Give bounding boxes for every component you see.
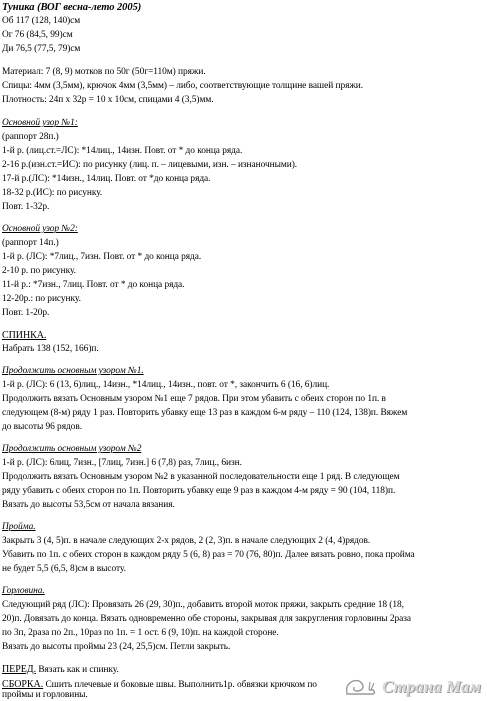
section-heading: ПЕРЕД. <box>2 664 37 675</box>
text-line: 1-й р. (ЛС): *7лиц., 7изн. Повт. от * до конца ряда. <box>2 252 202 262</box>
watermark-text: Страна Мам <box>381 677 481 696</box>
text-line: 1-й р. (ЛС): 6 (13, 6)лиц., 14изн., *14лиц., 14изн., повт. от *, закончить 6 (16, 6)лиц. <box>2 380 330 390</box>
text-line: Вязать как и спинку. <box>36 665 119 675</box>
material-line: Материал: 7 (8, 9) мотков по 50г (50г=110м) пряжи. <box>2 67 206 77</box>
text-line: (раппорт 28п.) <box>2 132 59 142</box>
text-line: 20)п. Довязать до конца. Вязать одновременно обе стороны, закрывая для закругления горловины 2раза <box>2 614 411 624</box>
section-heading: Горловина. <box>2 586 45 596</box>
text-line: до высоты 96 рядов. <box>2 422 82 432</box>
text-line: Вязать до высоты 53,5см от начала вязания. <box>2 500 175 510</box>
sizes-line: Ог 76 (84,5, 99)см <box>2 30 73 40</box>
section-heading: Пройма. <box>2 522 36 532</box>
text-line: 18-32 р.(ИС): по рисунку. <box>2 188 103 198</box>
text-line: Вязать до высоты проймы 23 (24, 25,5)см. Петли закрыть. <box>2 642 231 652</box>
text-line: Набрать 138 (152, 166)п. <box>2 344 99 354</box>
text-line: следующем (8-м) ряду 1 раз. Повторить убавку еще 13 раз в каждом 6-м ряду – 110 (124, 138)п. Вяжем <box>2 408 408 418</box>
text-line: ряду убавить с обеих сторон по 1п. Повторить убавку еще 9 раз в каждом 4-м ряду = 90 (104, 118)п. <box>2 486 396 496</box>
text-line: 12-20р.: по рисунку. <box>2 294 81 304</box>
needles-line: Спицы: 4мм (3,5мм), крючок 4мм (3,5мм) – либо, соответствующие толщине вашей пряжи. <box>2 81 364 91</box>
text-line: Повт. 1-20р. <box>2 308 50 318</box>
text-line: Убавить по 1п. с обеих сторон в каждом ряду 5 (6, 8) раз = 70 (76, 80)п. Далее вязать ровно, пока пройма <box>2 550 415 560</box>
site-watermark <box>343 671 483 697</box>
text-line: Повт. 1-32р. <box>2 202 50 212</box>
section-heading: Продолжить основным узором №2 <box>2 444 142 454</box>
text-line: 11-й р.: *7изн., 7лиц. Повт. от * до конца ряда. <box>2 280 185 290</box>
gauge-line: Плотность: 24п х 32р = 10 х 10см, спицами 4 (3,5)мм. <box>2 95 214 105</box>
text-line: не будет 5,5 (6,5, 8)см в высоту. <box>2 564 126 574</box>
section-heading: СБОРКА. <box>2 679 44 690</box>
text-line: Следующий ряд (ЛС): Провязать 26 (29, 30)п., добавить второй моток пряжи, закрыть средние 18 (18, <box>2 600 404 610</box>
text-line: Сшить плечевые и боковые швы. Выполнить1р. обвязки крючком по <box>43 680 317 690</box>
text-line: 2-10 р. по рисунку. <box>2 266 76 276</box>
section-heading: Продолжить основным узором №1. <box>2 366 144 376</box>
text-line: по 3п, 2раза по 2п., 10раз по 1п. = 1 ост. 6 (9, 10)п. на каждой стороне. <box>2 628 279 638</box>
document-title: Туника (ВОГ весна-лето 2005) <box>2 2 142 13</box>
text-line: 2-16 р.(изн.ст.=ИС): по рисунку (лиц. п. – лицевыми, изн. – изнаночными). <box>2 160 298 170</box>
front-line <box>2 664 119 676</box>
sizes-line: Об 117 (128, 140)см <box>2 16 81 26</box>
text-line: 17-й р.(ЛС): *14изн., 14лиц. Повт. от *до конца ряда. <box>2 174 211 184</box>
text-line: Продолжить вязать Основным узором №2 в указанной последовательности еще 1 ряд. В следующем <box>2 472 400 482</box>
section-heading: Основной узор №2: <box>2 224 78 234</box>
section-heading: СПИНКА. <box>2 330 47 341</box>
text-line: Закрыть 3 (4, 5)п. в начале следующих 2-х рядов, 2 (2, 3)п. в начале следующих 2 (4, 4)рядов. <box>2 536 371 546</box>
text-line: 1-й р. (лиц.ст.=ЛС): *14лиц., 14изн. Повт. от * до конца ряда. <box>2 146 243 156</box>
snail-icon <box>343 671 377 697</box>
text-line: 1-й р. (ЛС): 6лиц, 7изн., [7лиц, 7изн.] 6 (7,8) раз, 7лиц., 6изн. <box>2 458 242 468</box>
sizes-line: Ди 76,5 (77,5, 79)см <box>2 44 81 54</box>
text-line: (раппорт 14п.) <box>2 238 59 248</box>
text-line: проймы и горловины. <box>2 690 88 700</box>
text-line: Продолжить вязать Основным узором №1 еще 7 рядов. При этом убавить с обеих сторон по 1п. в <box>2 394 386 404</box>
section-heading: Основной узор №1: <box>2 118 78 128</box>
